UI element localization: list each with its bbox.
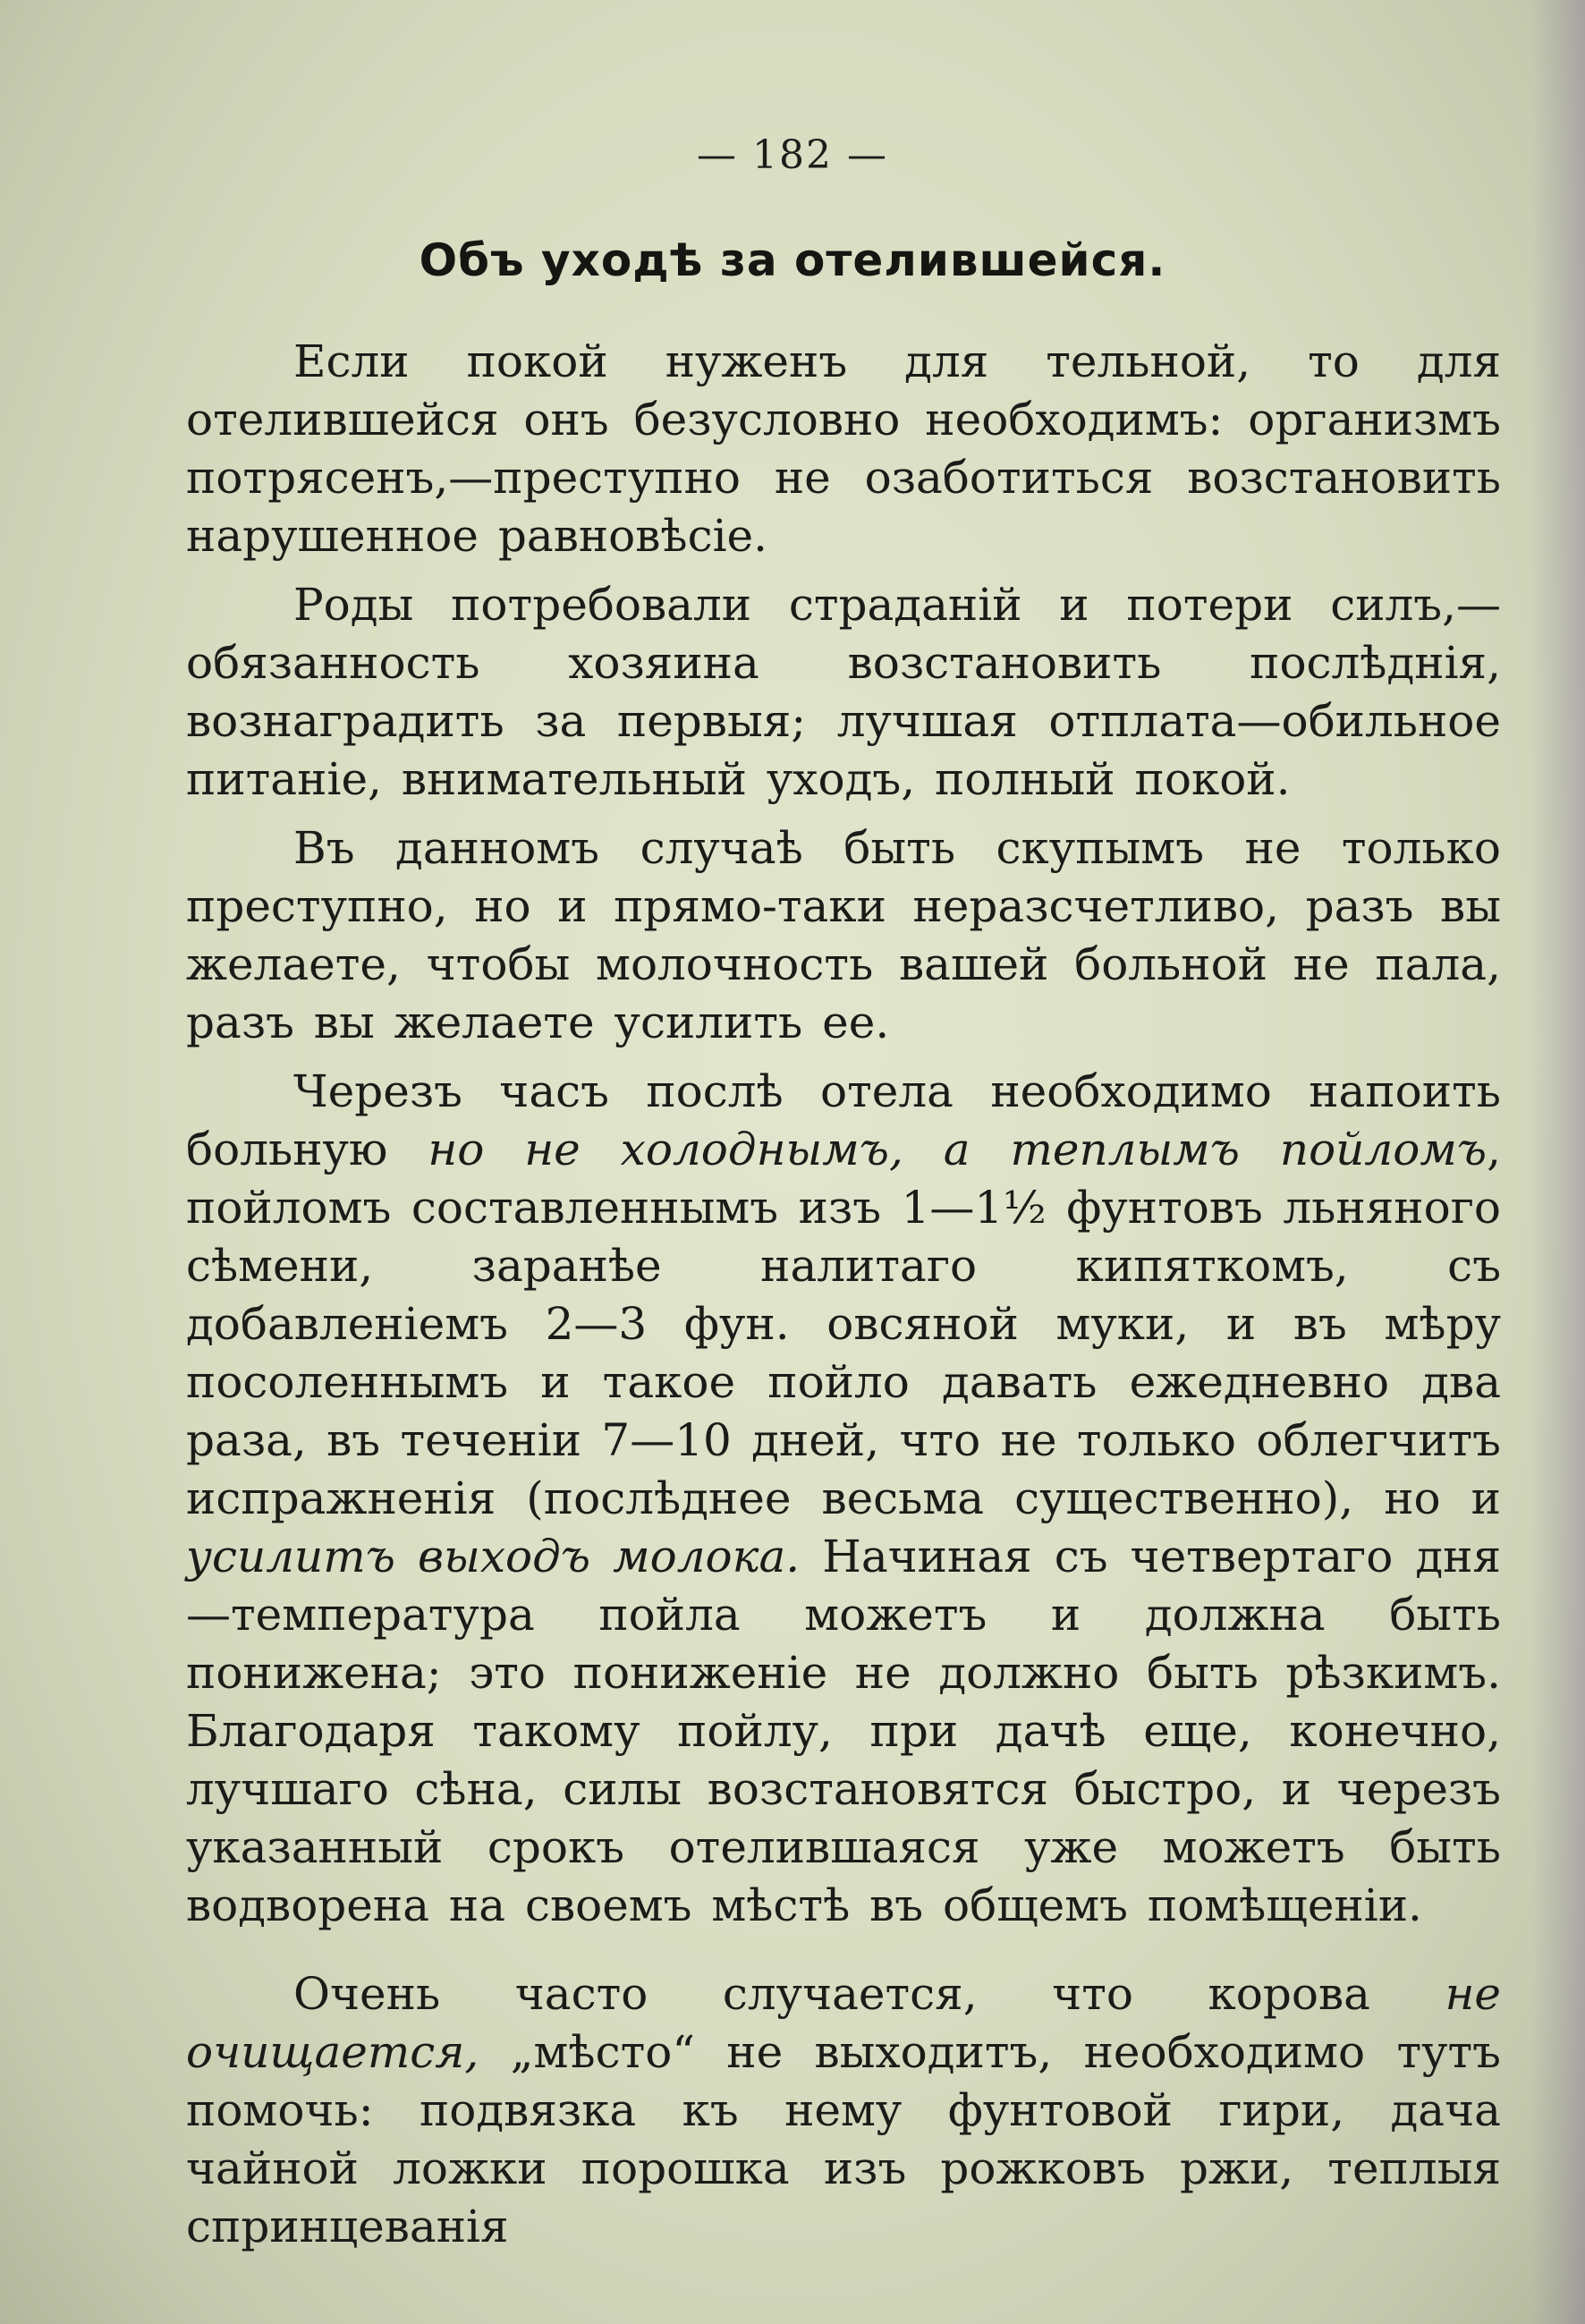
paragraph-4-text-b: , пойломъ составленнымъ изъ 1—1½ фунтовъ льняного сѣмени, заранѣе налитаго кипяткомъ, съ добавленіемъ 2—3 фун. овсяной муки, и въ мѣру посоленнымъ и такое пойло давать ежедневно два раза, въ теченіи 7—10 дней, что не только облегчитъ испражненія (послѣднее весьма существенно), но и (186, 1124, 1501, 1524)
paragraph-4-italic-b: усилитъ выходъ молока. (186, 1531, 801, 1582)
paragraph-1: Если покой нуженъ для тельной, то для отелившейся онъ безусловно необходимъ: организмъ потрясенъ,—преступно не озаботиться возстановить нарушенное равновѣсіе. (186, 335, 1501, 562)
paragraph-4-text-a: Черезъ часъ послѣ отела необходимо напоить больную (186, 1065, 1501, 1175)
page-edge-shadow (1531, 0, 1585, 2324)
paragraph-5-text-b: „мѣсто“ не выходитъ, необходимо тутъ помочь: подвязка къ нему фунтовой гири, дача чайной ложки порошка изъ рожковъ ржи, теплыя спринцеванія (186, 2026, 1501, 2252)
paragraph-4-italic-a: но не холоднымъ, а теплымъ пойломъ (428, 1124, 1488, 1175)
paragraph-3: Въ данномъ случаѣ быть скупымъ не только преступно, но и прямо-таки неразсчетливо, разъ вы желаете, чтобы молочность вашей больной не пала, разъ вы желаете усилить ее. (186, 822, 1501, 1048)
paragraph-5 (186, 1965, 1501, 2256)
paragraph-2: Роды потребовали страданій и потери силъ,—обязанность хозяина возстановить послѣднія, вознаградить за первыя; лучшая отплата—обильное питаніе, внимательный уходъ, полный покой. (186, 579, 1501, 805)
paragraph-5-text-a: Очень часто случается, что корова (293, 1968, 1445, 2020)
section-heading: Объ уходѣ за отелившейся. (419, 234, 1166, 286)
page-number: — 182 — (697, 132, 888, 178)
paragraph-4-text-c: Начиная съ четвертаго дня—температура пойла можетъ и должна быть понижена; это пониженіе не должно быть рѣзкимъ. Благодаря такому пойлу, при дачѣ еще, конечно, лучшаго сѣна, силы возстановятся быстро, и черезъ указанный срокъ отелившаяся уже можетъ быть водворена на своемъ мѣстѣ въ общемъ помѣщеніи. (186, 1531, 1502, 1931)
body-text (186, 333, 1501, 2256)
paragraph-5-italic-a: не очищается, (186, 1968, 1501, 2078)
paragraph-4 (186, 1063, 1501, 1935)
